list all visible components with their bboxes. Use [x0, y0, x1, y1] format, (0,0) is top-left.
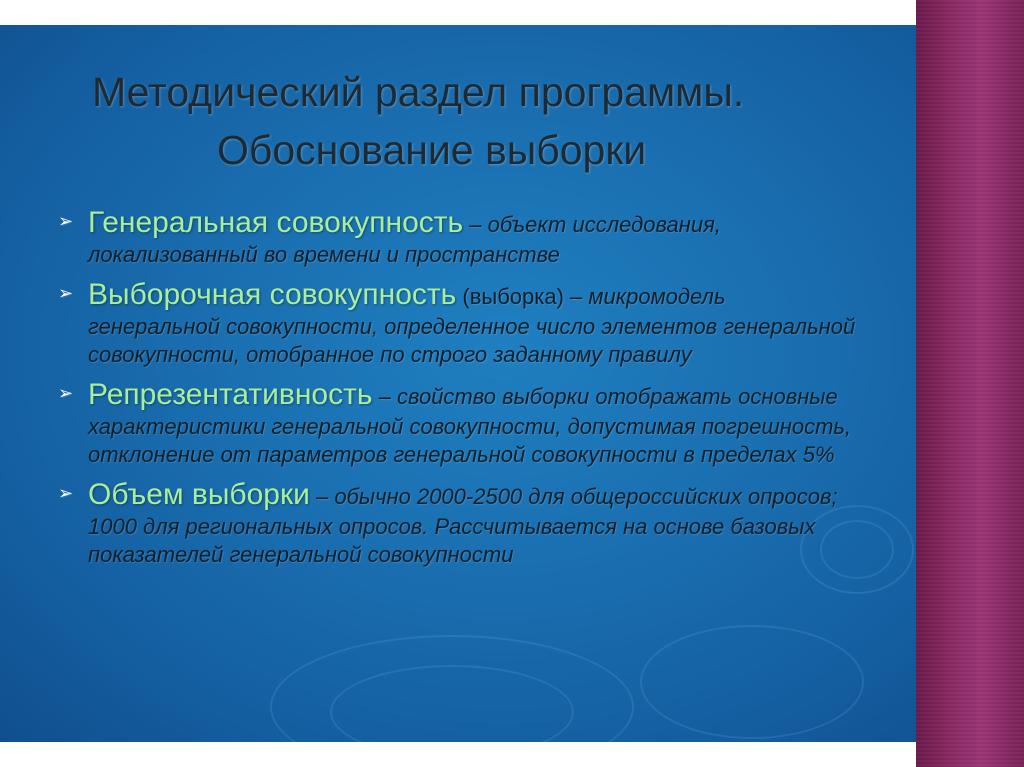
term-definition: – свойство выборки отображать основные характеристики генеральной совокупности, допустимая погрешность, отклонение от параметров генеральной совокупности в пределах 5% — [88, 384, 852, 467]
ripple-decoration — [640, 625, 864, 739]
term-definition: – микромодель генеральной совокупности, определенное число элементов генеральной совокупности, отобранное по строго заданному правилу — [88, 284, 856, 367]
arrow-bullet-icon: ➢ — [58, 383, 74, 403]
arrow-bullet-icon: ➢ — [58, 483, 74, 503]
slide-canvas — [0, 25, 916, 742]
list-item — [58, 377, 858, 469]
slide-title — [92, 63, 892, 179]
term-label: Репрезентативность — [88, 378, 373, 411]
side-decoration-band — [916, 0, 1024, 767]
bullet-list — [58, 205, 858, 577]
arrow-bullet-icon: ➢ — [58, 211, 74, 231]
list-item — [58, 477, 858, 569]
term-definition: – обычно 2000-2500 для общероссийских опросов; 1000 для региональных опросов. Рассчитывается на основе базовых показателей генеральной совокупности — [88, 484, 838, 567]
list-item — [58, 277, 858, 369]
term-label: Генеральная совокупность — [88, 206, 464, 239]
term-definition: – объект исследования, локализованный во времени и пространстве — [88, 212, 721, 267]
title-line-1: Методический раздел программы. — [92, 69, 745, 115]
title-line-2: Обоснование выборки — [217, 127, 647, 173]
term-label: Выборочная совокупность — [88, 278, 457, 311]
list-item — [58, 205, 858, 269]
term-label: Объем выборки — [88, 478, 310, 511]
term-paren: (выборка) — [456, 284, 564, 309]
arrow-bullet-icon: ➢ — [58, 283, 74, 303]
